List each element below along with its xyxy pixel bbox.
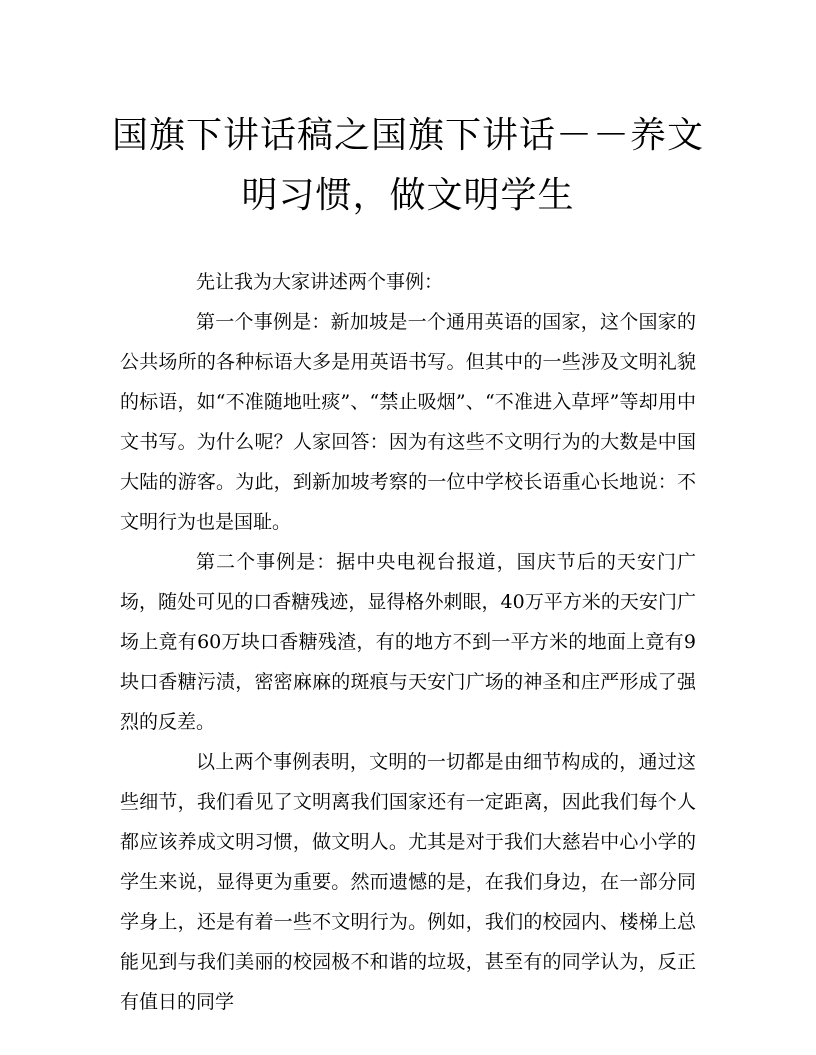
document-title: 国旗下讲话稿之国旗下讲话－－养文明习惯，做文明学生: [111, 115, 704, 216]
paragraph: 以上两个事例表明，文明的一切都是由细节构成的，通过这些细节，我们看见了文明离我们国家还有一定距离，因此我们每个人都应该养成文明习惯，做文明人。尤其是对于我们大慈岩中心小学的学生来说，显得更为重要。然而遗憾的是，在我们身边，在一部分同学身上，还是有着一些不文明行为。例如，我们的校园内、楼梯上总能见到与我们美丽的校园极不和谐的垃圾，甚至有的同学认为，反正有值日的同学: [120, 751, 696, 1013]
document-body: [120, 262, 696, 1022]
paragraph: 先让我为大家讲述两个事例：: [196, 271, 444, 293]
paragraph: 第一个事例是：新加坡是一个通用英语的国家，这个国家的公共场所的各种标语大多是用英语书写。但其中的一些涉及文明礼貌的标语，如“不准随地吐痰”、“禁止吸烟”、“不准进入草坪”等却用中文书写。为什么呢？人家回答：因为有这些不文明行为的大数是中国大陆的游客。为此，到新加坡考察的一位中学校长语重心长地说：不文明行为也是国耻。: [120, 311, 696, 533]
paragraph: 第二个事例是：据中央电视台报道，国庆节后的天安门广场，随处可见的口香糖残迹，显得格外刺眼，40万平方米的天安门广场上竟有60万块口香糖残渣，有的地方不到一平方米的地面上竟有9块口香糖污渍，密密麻麻的斑痕与天安门广场的神圣和庄严形成了强烈的反差。: [120, 551, 696, 733]
